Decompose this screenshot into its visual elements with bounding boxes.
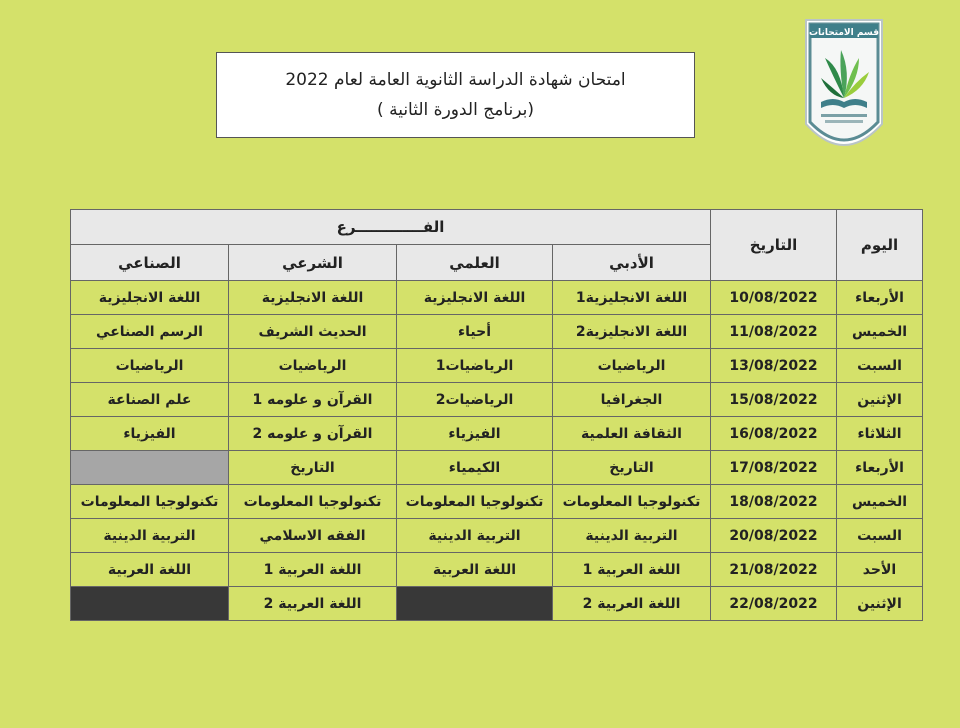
table-row	[71, 281, 923, 315]
cell-religious: اللغة الانجليزية	[229, 281, 397, 315]
cell-date: 17/08/2022	[711, 451, 837, 485]
table-row	[71, 587, 923, 621]
cell-industrial: الفيزياء	[71, 417, 229, 451]
cell-day: السبت	[837, 519, 923, 553]
cell-industrial: التربية الدينية	[71, 519, 229, 553]
cell-religious: اللغة العربية 1	[229, 553, 397, 587]
header-branch-literary: الأدبي	[553, 245, 711, 281]
cell-industrial: علم الصناعة	[71, 383, 229, 417]
cell-religious: الحديث الشريف	[229, 315, 397, 349]
table-row	[71, 315, 923, 349]
header-branch: الفـــــــــــــرع	[71, 210, 711, 245]
header-day: اليوم	[837, 210, 923, 281]
header-branch-industrial: الصناعي	[71, 245, 229, 281]
title-box	[216, 52, 695, 138]
table-row	[71, 553, 923, 587]
cell-date: 13/08/2022	[711, 349, 837, 383]
cell-industrial: تكنولوجيا المعلومات	[71, 485, 229, 519]
cell-industrial: الرسم الصناعي	[71, 315, 229, 349]
cell-literary: الرياضيات	[553, 349, 711, 383]
cell-date: 11/08/2022	[711, 315, 837, 349]
cell-literary: التربية الدينية	[553, 519, 711, 553]
cell-religious: تكنولوجيا المعلومات	[229, 485, 397, 519]
table-row	[71, 485, 923, 519]
cell-religious: اللغة العربية 2	[229, 587, 397, 621]
logo-banner-text: قسم الامتحانات	[809, 28, 879, 38]
exams-department-logo	[803, 16, 885, 168]
cell-day: الإثنين	[837, 383, 923, 417]
cell-scientific: اللغة الانجليزية	[397, 281, 553, 315]
cell-day: الأحد	[837, 553, 923, 587]
cell-industrial: اللغة الانجليزية	[71, 281, 229, 315]
cell-literary: الثقافة العلمية	[553, 417, 711, 451]
cell-literary: اللغة العربية 1	[553, 553, 711, 587]
cell-date: 18/08/2022	[711, 485, 837, 519]
table-row	[71, 383, 923, 417]
cell-day: الخميس	[837, 315, 923, 349]
cell-religious: التاريخ	[229, 451, 397, 485]
cell-date: 15/08/2022	[711, 383, 837, 417]
cell-literary: التاريخ	[553, 451, 711, 485]
title-line-1: امتحان شهادة الدراسة الثانوية العامة لعام 2022	[285, 70, 626, 90]
cell-literary: اللغة الانجليزية1	[553, 281, 711, 315]
cell-literary: اللغة الانجليزية2	[553, 315, 711, 349]
cell-scientific: الرياضيات2	[397, 383, 553, 417]
cell-religious: الفقه الاسلامي	[229, 519, 397, 553]
cell-religious: الرياضيات	[229, 349, 397, 383]
cell-scientific: الكيمياء	[397, 451, 553, 485]
title-line-2: (برنامج الدورة الثانية )	[377, 100, 534, 120]
cell-scientific: تكنولوجيا المعلومات	[397, 485, 553, 519]
header-date: التاريخ	[711, 210, 837, 281]
cell-day: الأربعاء	[837, 281, 923, 315]
cell-industrial-empty-gray	[71, 451, 229, 485]
cell-scientific-empty-dark	[397, 587, 553, 621]
cell-day: الأربعاء	[837, 451, 923, 485]
cell-religious: القرآن و علومه 1	[229, 383, 397, 417]
cell-day: الإثنين	[837, 587, 923, 621]
cell-industrial: الرياضيات	[71, 349, 229, 383]
table-row	[71, 451, 923, 485]
cell-industrial-empty-dark	[71, 587, 229, 621]
cell-scientific: الرياضيات1	[397, 349, 553, 383]
exam-schedule-table	[70, 209, 923, 621]
header-branch-scientific: العلمي	[397, 245, 553, 281]
cell-date: 16/08/2022	[711, 417, 837, 451]
cell-scientific: اللغة العربية	[397, 553, 553, 587]
cell-religious: القرآن و علومه 2	[229, 417, 397, 451]
table-row	[71, 417, 923, 451]
cell-day: الخميس	[837, 485, 923, 519]
cell-scientific: أحياء	[397, 315, 553, 349]
cell-scientific: التربية الدينية	[397, 519, 553, 553]
cell-scientific: الفيزياء	[397, 417, 553, 451]
cell-industrial: اللغة العربية	[71, 553, 229, 587]
cell-literary: تكنولوجيا المعلومات	[553, 485, 711, 519]
cell-literary: اللغة العربية 2	[553, 587, 711, 621]
cell-date: 22/08/2022	[711, 587, 837, 621]
cell-literary: الجغرافيا	[553, 383, 711, 417]
table-header-row	[71, 210, 923, 245]
cell-date: 21/08/2022	[711, 553, 837, 587]
cell-day: السبت	[837, 349, 923, 383]
cell-day: الثلاثاء	[837, 417, 923, 451]
header-branch-religious: الشرعي	[229, 245, 397, 281]
cell-date: 10/08/2022	[711, 281, 837, 315]
cell-date: 20/08/2022	[711, 519, 837, 553]
table-row	[71, 519, 923, 553]
table-row	[71, 349, 923, 383]
